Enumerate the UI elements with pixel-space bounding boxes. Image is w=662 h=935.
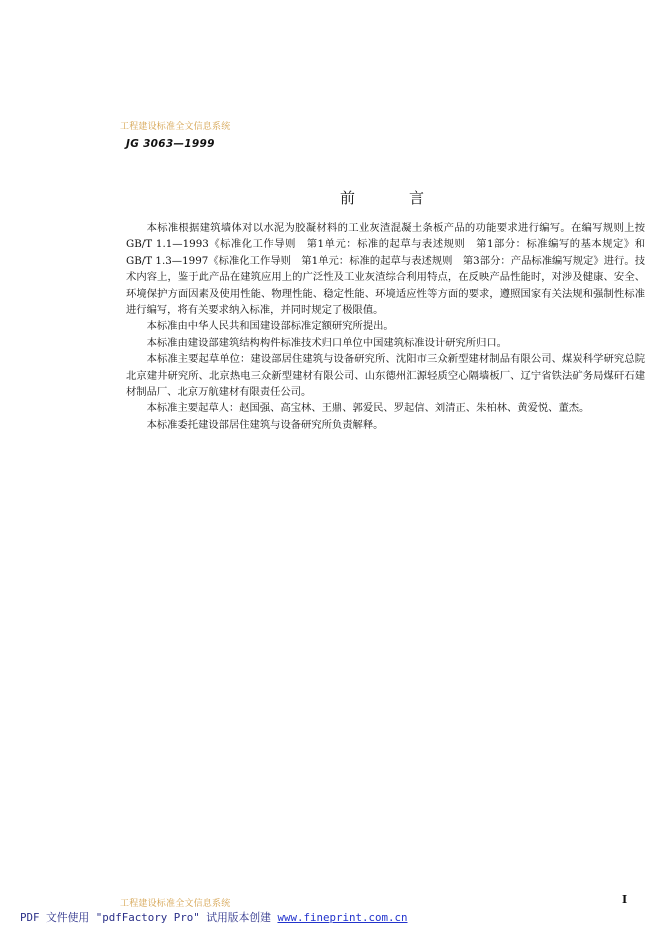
- page-number: Ⅰ: [622, 893, 628, 906]
- pdf-footer: [20, 910, 408, 925]
- paragraph-scope: 本标准根据建筑墙体对以水泥为胶凝材料的工业灰渣混凝土条板产品的功能要求进行编写。在编写规则上按GB/T 1.1—1993《标准化工作导则 第1单元：标准的起草与表述规则 第1部分：标准编写的基本规定》和GB/T 1.3—1997《标准化工作导则 第1单元：标准的起草与表述规则 第3部分：产品标准编写规定》进行。技术内容上，鉴于此产品在建筑应用上的广泛性及工业灰渣综合利用特点，在反映产品性能时，对涉及健康、安全、环境保护方面因素及使用性能、物理性能、稳定性能、环境适应性等方面的要求，遵照国家有关法规和强制性标准进行编写，将有关要求纳入标准，并同时规定了极限值。: [126, 222, 645, 317]
- footer-text: PDF 文件使用 "pdfFactory Pro" 试用版本创建: [20, 911, 278, 924]
- footer-link[interactable]: www.fineprint.com.cn: [277, 911, 408, 924]
- standard-code: JG 3063—1999: [126, 138, 215, 150]
- paragraph-drafting-units: 本标准主要起草单位：建设部居住建筑与设备研究所、沈阳市三众新型建材制品有限公司、煤炭科学研究总院北京建井研究所、北京热电三众新型建材有限公司、山东德州汇源轻质空心隔墙板厂、辽宁省铁法矿务局煤矸石建材制品厂、北京万航建材有限责任公司。: [126, 353, 645, 399]
- page-title: 前言: [340, 189, 479, 207]
- watermark-top: 工程建设标准全文信息系统: [120, 122, 231, 132]
- paragraph-drafters: 本标准主要起草人：赵国强、高宝林、王鼎、郭爱民、罗起信、刘清正、朱柏林、黄爱悦、董杰。: [146, 402, 590, 415]
- paragraph-proposer: 本标准由中华人民共和国建设部标准定额研究所提出。: [146, 320, 394, 333]
- paragraph-interpretation: 本标准委托建设部居住建筑与设备研究所负责解释。: [146, 418, 384, 431]
- paragraph-responsible-unit: 本标准由建设部建筑结构构件标准技术归口单位中国建筑标准设计研究所归口。: [146, 336, 507, 349]
- watermark-bottom: 工程建设标准全文信息系统: [120, 899, 231, 909]
- document-body: [126, 220, 645, 433]
